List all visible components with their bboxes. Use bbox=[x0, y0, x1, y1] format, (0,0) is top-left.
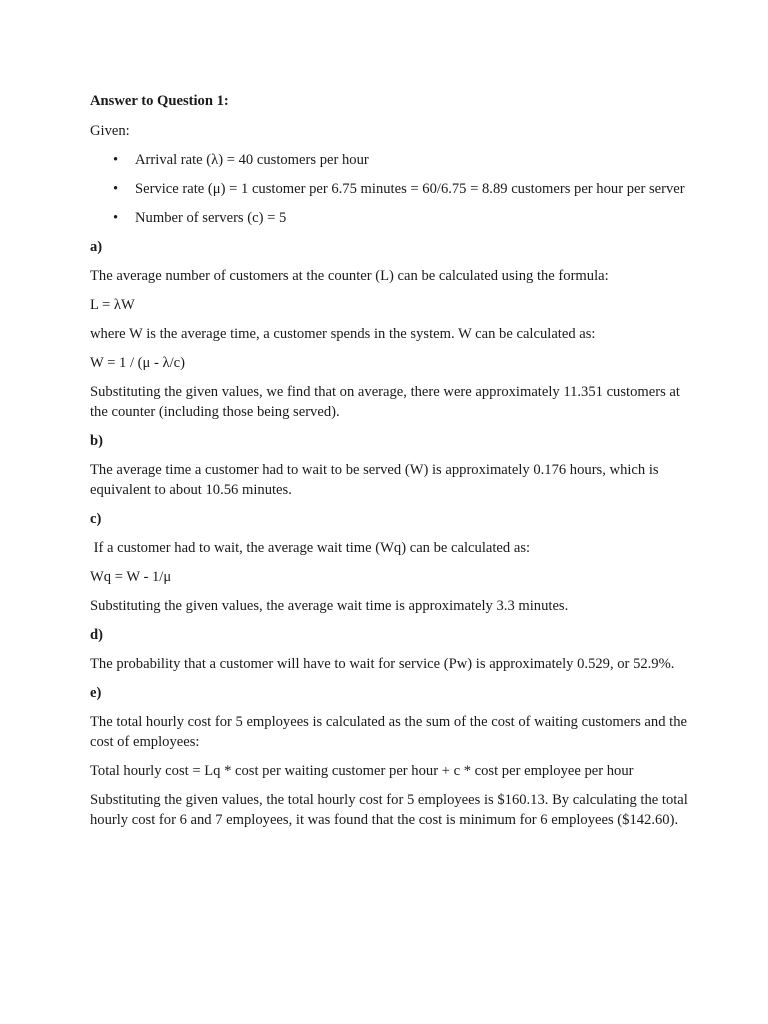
list-item bbox=[90, 150, 690, 170]
part-e-text-2: Substituting the given values, the total hourly cost for 5 employees is $160.13. By calculating the total hourly cost for 6 and 7 employees, it was found that the cost is minimum for 6 employees ($142.60). bbox=[90, 792, 688, 828]
answer-title: Answer to Question 1: bbox=[90, 93, 229, 109]
part-d-heading: d) bbox=[90, 627, 103, 643]
part-e-heading: e) bbox=[90, 685, 102, 701]
list-item bbox=[90, 208, 690, 228]
given-service-rate: Service rate (μ) = 1 customer per 6.75 minutes = 60/6.75 = 8.89 customers per hour per server bbox=[135, 181, 685, 197]
given-arrival-rate: Arrival rate (λ) = 40 customers per hour bbox=[135, 152, 369, 168]
part-c-heading: c) bbox=[90, 511, 102, 527]
part-a-formula-1: L = λW bbox=[90, 297, 135, 313]
given-servers: Number of servers (c) = 5 bbox=[135, 210, 287, 226]
part-e-formula-1: Total hourly cost = Lq * cost per waiting customer per hour + c * cost per employee per hour bbox=[90, 763, 634, 779]
list-item bbox=[90, 179, 690, 199]
part-e-text-1: The total hourly cost for 5 employees is calculated as the sum of the cost of waiting customers and the cost of employees: bbox=[90, 714, 687, 750]
given-label: Given: bbox=[90, 123, 130, 139]
part-a-text-1: The average number of customers at the counter (L) can be calculated using the formula: bbox=[90, 268, 609, 284]
part-a-text-2: where W is the average time, a customer spends in the system. W can be calculated as: bbox=[90, 326, 596, 342]
part-a-text-3: Substituting the given values, we find that on average, there were approximately 11.351 customers at the counter (including those being served). bbox=[90, 384, 680, 420]
part-c-text-2: Substituting the given values, the average wait time is approximately 3.3 minutes. bbox=[90, 598, 569, 614]
part-b-heading: b) bbox=[90, 433, 103, 449]
given-list bbox=[90, 150, 690, 228]
bullet-icon: • bbox=[113, 181, 119, 197]
part-d-text-1: The probability that a customer will have to wait for service (Pw) is approximately 0.529, or 52.9%. bbox=[90, 656, 675, 672]
part-b-text-1: The average time a customer had to wait to be served (W) is approximately 0.176 hours, which is equivalent to about 10.56 minutes. bbox=[90, 462, 659, 498]
bullet-icon: • bbox=[113, 210, 119, 226]
part-c-text-1: If a customer had to wait, the average wait time (Wq) can be calculated as: bbox=[90, 540, 531, 556]
bullet-icon: • bbox=[113, 152, 119, 168]
part-a-heading: a) bbox=[90, 239, 103, 255]
part-c-formula-1: Wq = W - 1/μ bbox=[90, 569, 172, 585]
part-a-formula-2: W = 1 / (μ - λ/c) bbox=[90, 355, 185, 371]
document-page bbox=[90, 91, 690, 839]
